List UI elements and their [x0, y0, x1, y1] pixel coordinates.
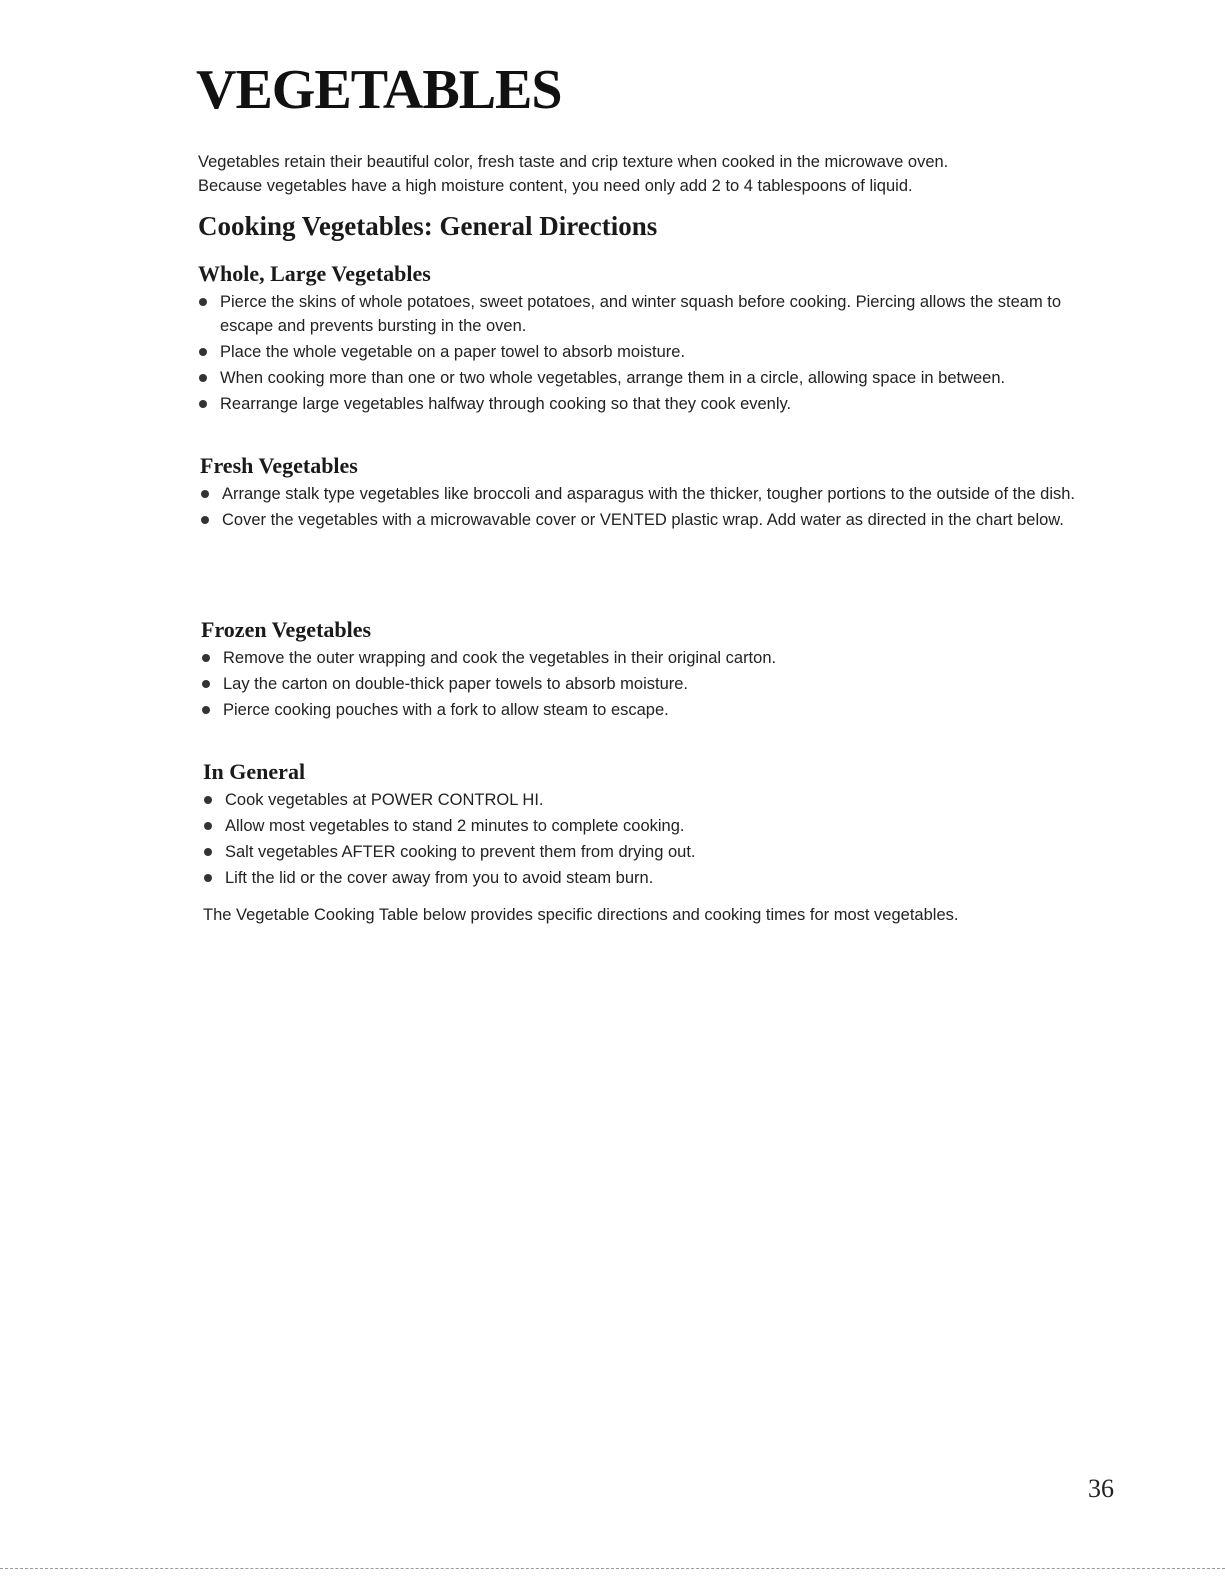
- list-item-text: Cover the vegetables with a microwavable cover or VENTED plastic wrap. Add water as directed in the chart below.: [222, 511, 1064, 530]
- list-item: [203, 788, 1103, 812]
- bullet-icon: [204, 874, 212, 882]
- list-item: [200, 482, 1100, 506]
- bullet-icon: [201, 490, 209, 498]
- section-heading: Fresh Vegetables: [200, 453, 358, 478]
- list-item-text: When cooking more than one or two whole vegetables, arrange them in a circle, allowing space in between.: [220, 369, 1006, 388]
- section-heading: Frozen Vegetables: [201, 617, 372, 642]
- section-frozen-vegetables: [201, 618, 1101, 724]
- list-item-text: Remove the outer wrapping and cook the vegetables in their original carton.: [223, 649, 777, 668]
- list-item-text: Cook vegetables at POWER CONTROL HI.: [225, 791, 544, 810]
- list-item-text: Allow most vegetables to stand 2 minutes to complete cooking.: [225, 817, 685, 836]
- main-heading: Cooking Vegetables: General Directions: [198, 211, 658, 241]
- section-in-general: [203, 760, 1103, 892]
- list-item-text: Lift the lid or the cover away from you to avoid steam burn.: [225, 869, 654, 888]
- list-item: [203, 814, 1103, 838]
- list-item-text: Salt vegetables AFTER cooking to prevent them from drying out.: [225, 843, 696, 862]
- bullet-icon: [204, 796, 212, 804]
- bullet-icon: [199, 348, 207, 356]
- page-title: VEGETABLES: [196, 59, 562, 121]
- intro-line: Because vegetables have a high moisture content, you need only add 2 to 4 tablespoons of liquid.: [198, 177, 913, 195]
- section-heading: Whole, Large Vegetables: [198, 261, 431, 286]
- bullet-icon: [202, 680, 210, 688]
- bullet-list: [203, 788, 1103, 890]
- section-fresh-vegetables: [200, 454, 1100, 534]
- list-item: [203, 840, 1103, 864]
- bullet-icon: [204, 822, 212, 830]
- intro-line: Vegetables retain their beautiful color, fresh taste and crip texture when cooked in the microwave oven.: [198, 153, 949, 171]
- section-heading: In General: [203, 759, 306, 784]
- page-number: 36: [1088, 1474, 1114, 1503]
- list-item-text: Arrange stalk type vegetables like broccoli and asparagus with the thicker, tougher portions to the outside of the dish.: [222, 485, 1076, 504]
- list-item-text: Place the whole vegetable on a paper towel to absorb moisture.: [220, 343, 686, 362]
- bullet-icon: [199, 374, 207, 382]
- list-item: [201, 698, 1101, 722]
- bullet-list: [201, 646, 1101, 722]
- list-item: [201, 646, 1101, 670]
- bullet-list: [200, 482, 1100, 532]
- bullet-icon: [199, 400, 207, 408]
- list-item: [201, 672, 1101, 696]
- list-item: [198, 290, 1098, 338]
- section-whole-large-vegetables: [198, 262, 1098, 418]
- bullet-icon: [204, 848, 212, 856]
- bullet-icon: [201, 516, 209, 524]
- list-item: [200, 508, 1100, 532]
- list-item-text: Lay the carton on double-thick paper towels to absorb moisture.: [223, 675, 689, 694]
- list-item-text: Rearrange large vegetables halfway through cooking so that they cook evenly.: [220, 395, 792, 414]
- list-item-text: Pierce cooking pouches with a fork to allow steam to escape.: [223, 701, 669, 720]
- list-item: [198, 340, 1098, 364]
- list-item: [203, 866, 1103, 890]
- bullet-icon: [202, 654, 210, 662]
- bullet-list: [198, 290, 1098, 416]
- bullet-icon: [202, 706, 210, 714]
- closing-paragraph: The Vegetable Cooking Table below provides specific directions and cooking times for most vegetables.: [203, 906, 959, 924]
- list-item: [198, 392, 1098, 416]
- page-bottom-divider: [0, 1568, 1225, 1569]
- list-item-text: Pierce the skins of whole potatoes, sweet potatoes, and winter squash before cooking. Piercing allows the steam to escape and prevents bursting in the oven.: [220, 293, 1062, 336]
- bullet-icon: [199, 298, 207, 306]
- intro-paragraph: [198, 150, 1098, 198]
- list-item: [198, 366, 1098, 390]
